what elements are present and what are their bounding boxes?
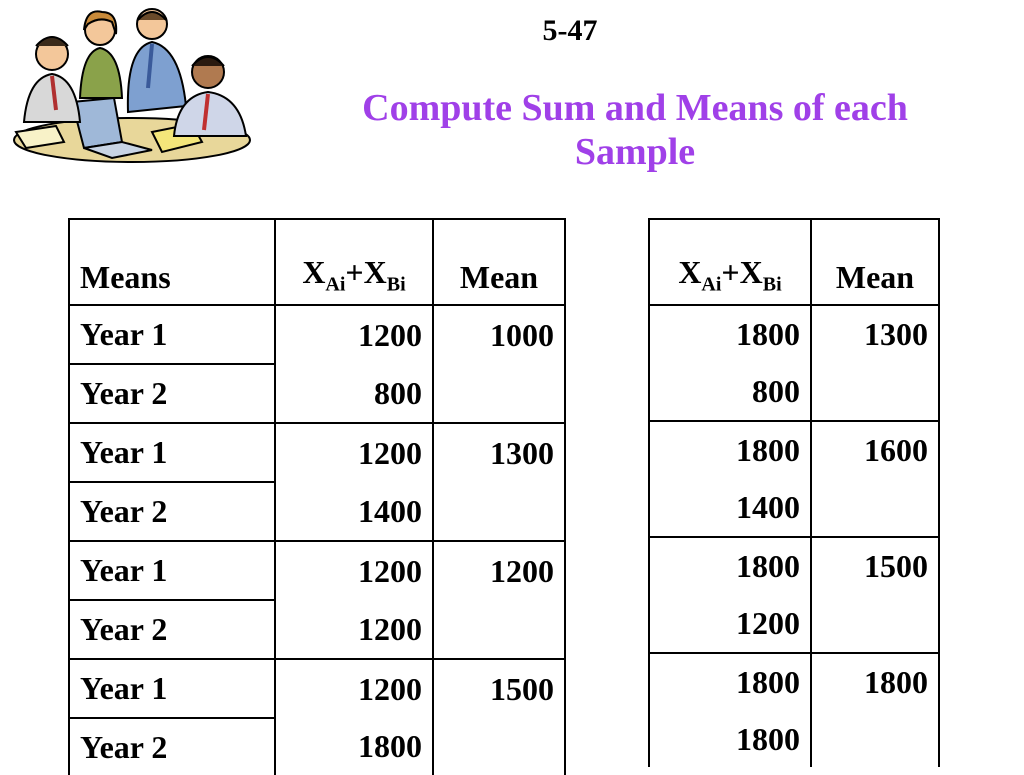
table-cell-sum: 1400: [649, 479, 811, 537]
table-cell-mean: 1800: [811, 653, 939, 711]
table-cell-sum: 1800: [649, 711, 811, 767]
table-row-label: Year 2: [69, 718, 275, 775]
table-cell-sum: 1200: [275, 541, 433, 600]
table-cell-sum: 1800: [649, 653, 811, 711]
table-cell-sum: 1200: [275, 659, 433, 718]
header-sum-left: $X_{Ai}+X_{Bi}$: [275, 219, 433, 305]
table-cell-sum: 1200: [275, 600, 433, 659]
business-team-clipart-icon: [2, 2, 254, 170]
table-cell-sum: 1800: [649, 537, 811, 595]
table-cell-mean: 1000: [433, 305, 565, 364]
header-mean-right: Mean: [835, 259, 915, 295]
table-row-label: Year 1: [69, 541, 275, 600]
table-row-label: Year 1: [69, 423, 275, 482]
means-table-right: [648, 218, 940, 767]
header-sum-right: $X_{Ai}+X_{Bi}$: [649, 219, 811, 305]
table-cell-mean: 1200: [433, 541, 565, 600]
table-cell-sum: 1800: [649, 305, 811, 363]
table-row-label: Year 1: [69, 305, 275, 364]
header-mean-left: Mean: [459, 259, 539, 295]
table-cell-sum: 1200: [275, 305, 433, 364]
table-cell-mean: 1300: [811, 305, 939, 363]
table-cell-mean: 1500: [811, 537, 939, 595]
slide-title: Compute Sum and Means of each Sample: [362, 87, 908, 173]
table-cell-sum: 1400: [275, 482, 433, 541]
table-cell-mean: 1600: [811, 421, 939, 479]
slide-number: 5-47: [542, 14, 598, 47]
table-cell-mean: 1300: [433, 423, 565, 482]
table-cell-sum: 1800: [275, 718, 433, 775]
table-cell-sum: 800: [275, 364, 433, 423]
table-row-label: Year 2: [69, 364, 275, 423]
table-cell-sum: 1200: [275, 423, 433, 482]
header-means: Means: [69, 219, 275, 305]
table-cell-sum: 1200: [649, 595, 811, 653]
table-row-label: Year 2: [69, 600, 275, 659]
table-row-label: Year 2: [69, 482, 275, 541]
table-row-label: Year 1: [69, 659, 275, 718]
table-cell-sum: 1800: [649, 421, 811, 479]
means-table-left: [68, 218, 566, 775]
table-cell-sum: 800: [649, 363, 811, 421]
table-cell-mean: 1500: [433, 659, 565, 718]
